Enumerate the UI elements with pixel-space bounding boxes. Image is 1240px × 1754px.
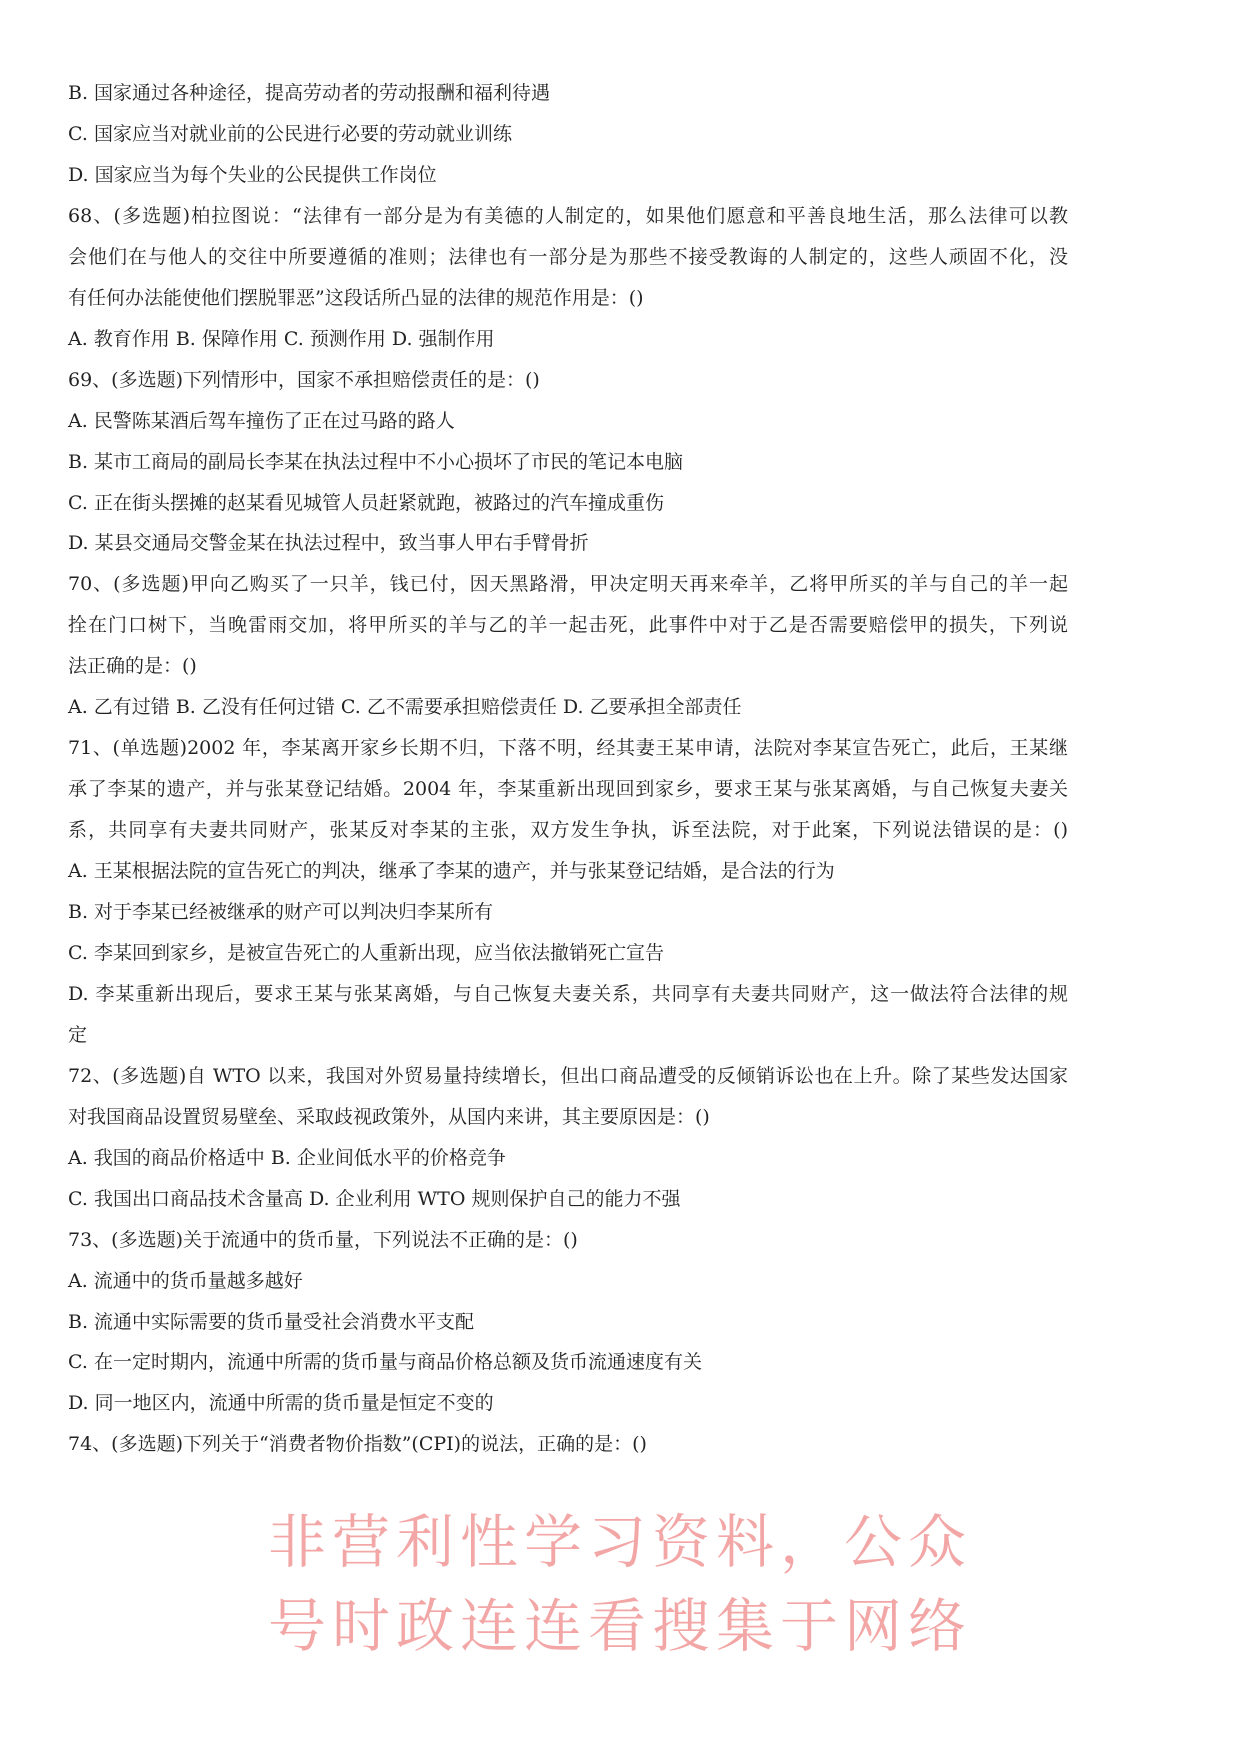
- text-line: 定: [68, 1023, 88, 1046]
- text-line: 承了李某的遗产，并与张某登记结婚。2004 年，李某重新出现回到家乡，要求王某与张某离婚，与自己恢复夫妻关: [68, 778, 1068, 801]
- text-line: 74、(多选题)下列关于“消费者物价指数”(CPI)的说法，正确的是：(): [68, 1433, 647, 1456]
- text-line: A. 王某根据法院的宣告死亡的判决，继承了李某的遗产，并与张某登记结婚，是合法的行为: [68, 860, 835, 883]
- watermark: 非营利性学习资料，公众号时政连连看搜集于网络: [267, 1508, 972, 1660]
- text-line: 73、(多选题)关于流通中的货币量，下列说法不正确的是：(): [68, 1228, 578, 1251]
- text-line: A. 教育作用 B. 保障作用 C. 预测作用 D. 强制作用: [68, 327, 495, 350]
- text-line: 对我国商品设置贸易壁垒、采取歧视政策外，从国内来讲，其主要原因是：(): [68, 1105, 710, 1128]
- text-line: 70、(多选题)甲向乙购买了一只羊，钱已付，因天黑路滑，甲决定明天再来牵羊，乙将甲所买的羊与自己的羊一起: [68, 573, 1068, 596]
- text-line: C. 李某回到家乡，是被宣告死亡的人重新出现，应当依法撤销死亡宣告: [68, 941, 664, 964]
- text-line: C. 在一定时期内，流通中所需的货币量与商品价格总额及货币流通速度有关: [68, 1351, 702, 1374]
- text-line: 68、(多选题)柏拉图说：“法律有一部分是为有美德的人制定的，如果他们愿意和平善良地生活，那么法律可以教: [68, 204, 1068, 227]
- text-line: B. 流通中实际需要的货币量受社会消费水平支配: [68, 1310, 475, 1333]
- text-line: 72、(多选题)自 WTO 以来，我国对外贸易量持续增长，但出口商品遭受的反倾销诉讼也在上升。除了某些发达国家: [68, 1064, 1068, 1087]
- text-line: 会他们在与他人的交往中所要遵循的准则；法律也有一部分是为那些不接受教诲的人制定的，这些人顽固不化，没: [68, 245, 1068, 268]
- text-line: C. 国家应当对就业前的公民进行必要的劳动就业训练: [68, 122, 512, 145]
- text-line: 系，共同享有夫妻共同财产，张某反对李某的主张，双方发生争执，诉至法院，对于此案，下列说法错误的是：(): [68, 819, 1068, 842]
- text-line: D. 某县交通局交警金某在执法过程中，致当事人甲右手臂骨折: [68, 532, 589, 555]
- text-line: A. 乙有过错 B. 乙没有任何过错 C. 乙不需要承担赔偿责任 D. 乙要承担全部责任: [68, 696, 742, 719]
- text-line: 法正确的是：(): [68, 655, 197, 678]
- text-line: B. 国家通过各种途径，提高劳动者的劳动报酬和福利待遇: [68, 82, 551, 104]
- text-line: D. 李某重新出现后，要求王某与张某离婚，与自己恢复夫妻关系，共同享有夫妻共同财产，这一做法符合法律的规: [68, 982, 1068, 1005]
- text-line: 71、(单选题)2002 年，李某离开家乡长期不归，下落不明，经其妻王某申请，法院对李某宣告死亡，此后，王某继: [68, 737, 1068, 760]
- text-line: A. 我国的商品价格适中 B. 企业间低水平的价格竞争: [68, 1146, 506, 1169]
- text-line: A. 流通中的货币量越多越好: [68, 1269, 303, 1292]
- text-line: 有任何办法能使他们摆脱罪恶”这段话所凸显的法律的规范作用是：(): [68, 286, 644, 309]
- text-line: B. 某市工商局的副局长李某在执法过程中不小心损坏了市民的笔记本电脑: [68, 450, 684, 473]
- text-line: D. 国家应当为每个失业的公民提供工作岗位: [68, 163, 437, 186]
- text-line: C. 我国出口商品技术含量高 D. 企业利用 WTO 规则保护自己的能力不强: [68, 1187, 681, 1210]
- text-line: C. 正在街头摆摊的赵某看见城管人员赶紧就跑，被路过的汽车撞成重伤: [68, 491, 664, 514]
- text-line: 拴在门口树下，当晚雷雨交加，将甲所买的羊与乙的羊一起击死，此事件中对于乙是否需要赔偿甲的损失，下列说: [68, 614, 1068, 637]
- text-line: A. 民警陈某酒后驾车撞伤了正在过马路的路人: [68, 409, 455, 432]
- text-line: 69、(多选题)下列情形中，国家不承担赔偿责任的是：(): [68, 368, 540, 391]
- text-line: B. 对于李某已经被继承的财产可以判决归李某所有: [68, 901, 494, 923]
- text-line: D. 同一地区内，流通中所需的货币量是恒定不变的: [68, 1392, 494, 1415]
